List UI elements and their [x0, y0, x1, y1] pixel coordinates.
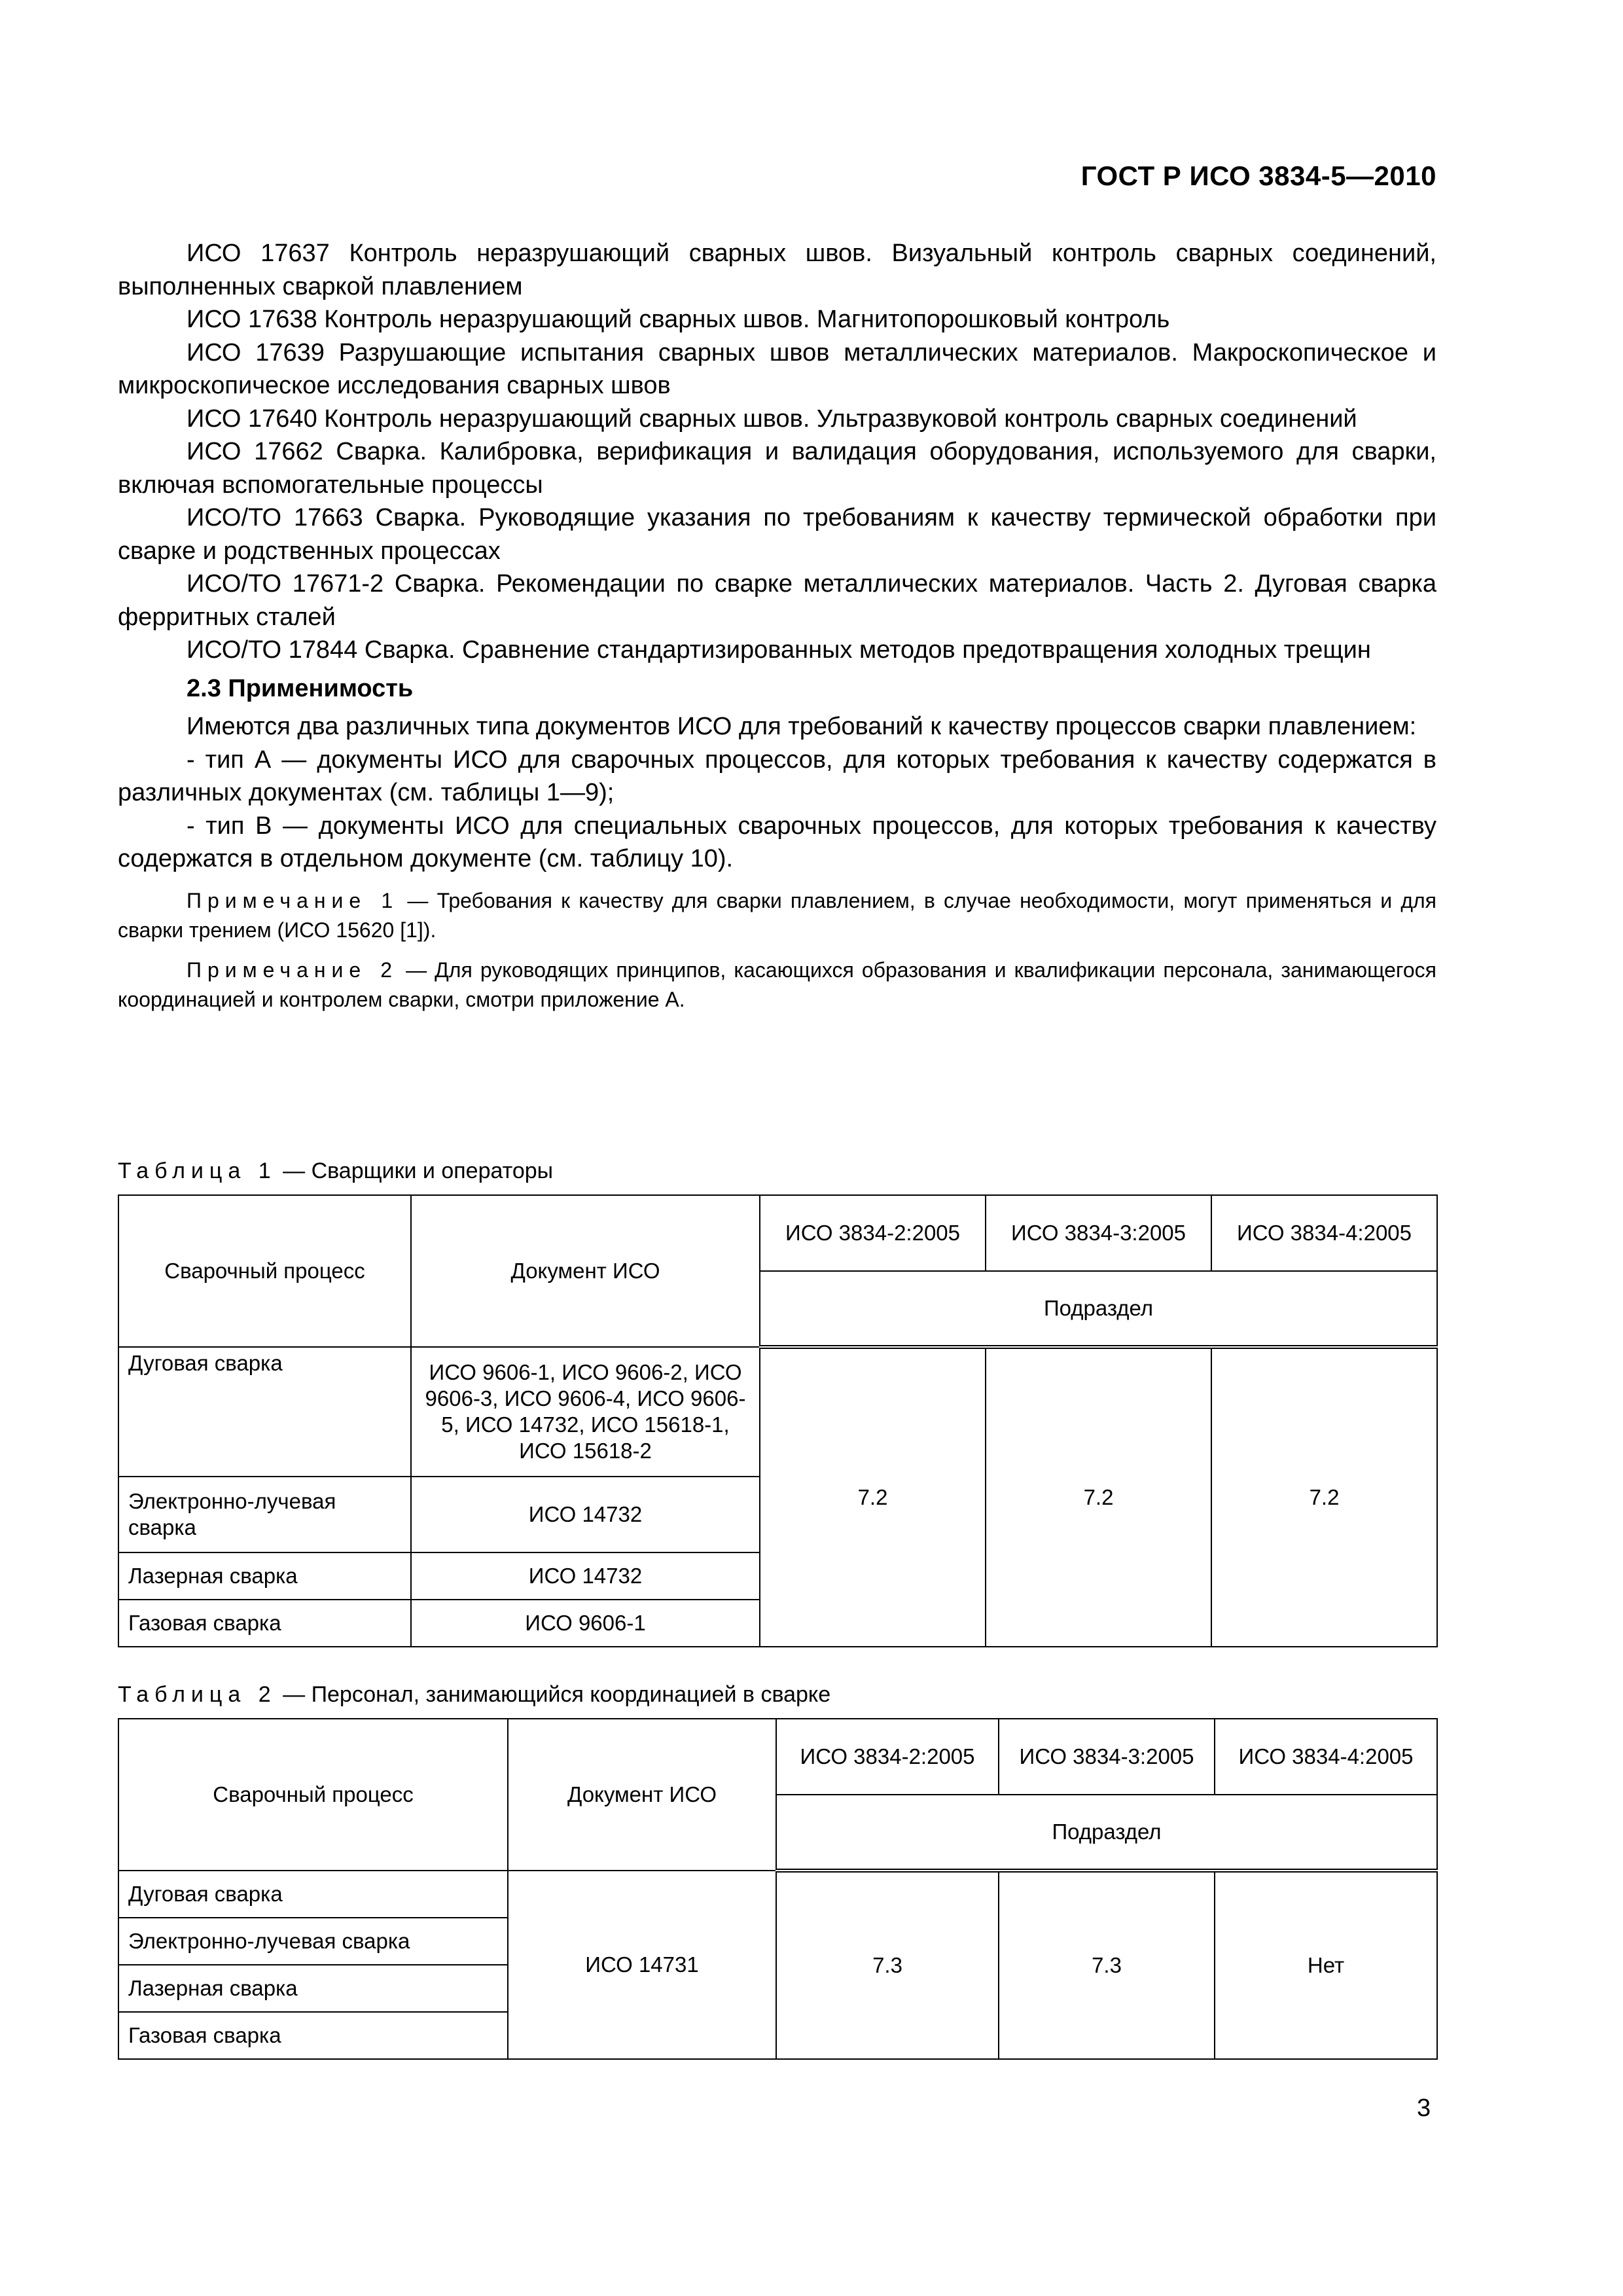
header-std: ИСО 3834-2:2005 [776, 1719, 999, 1795]
value-cell: 7.2 [760, 1347, 986, 1647]
header-std: ИСО 3834-4:2005 [1211, 1195, 1437, 1271]
header-document: Документ ИСО [411, 1195, 760, 1347]
value-cell: 7.2 [986, 1347, 1211, 1647]
process-cell: Электронно-лучевая сварка [118, 1918, 508, 1965]
value-cell: 7.3 [999, 1871, 1215, 2059]
table-row [118, 1871, 1437, 1918]
process-cell: Газовая сварка [118, 1600, 411, 1647]
table-row [118, 1347, 1437, 1477]
table-label: Таблица 2 [118, 1682, 277, 1707]
table-title: — Персонал, занимающийся координацией в сварке [276, 1682, 831, 1707]
document-cell: ИСО 14732 [411, 1552, 760, 1600]
header-std: ИСО 3834-4:2005 [1215, 1719, 1437, 1795]
header-subsection: Подраздел [760, 1271, 1437, 1347]
reference-item: ИСО/ТО 17671-2 Сварка. Рекомендации по сварке металлических материалов. Часть 2. Дуговая сварка ферритных сталей [118, 570, 1436, 631]
reference-item: ИСО 17638 Контроль неразрушающий сварных швов. Магнитопорошковый контроль [187, 306, 1170, 333]
document-cell: ИСО 14732 [411, 1477, 760, 1552]
process-cell: Лазерная сварка [118, 1965, 508, 2012]
note-text: — Требования к качеству для сварки плавлением, в случае необходимости, могут применяться и для сварки трением (ИСО 15620 [1]). [118, 888, 1437, 942]
value-cell: Нет [1215, 1871, 1437, 2059]
process-cell: Газовая сварка [118, 2012, 508, 2059]
value-cell: 7.2 [1211, 1347, 1437, 1647]
note-label: Примечание 2 [187, 958, 399, 982]
document-cell: ИСО 14731 [508, 1871, 776, 2059]
type-b-item: - тип В — документы ИСО для специальных сварочных процессов, для которых требования к качеству содержатся в отдельном документе (см. таблицу 10). [118, 812, 1436, 872]
process-cell: Дуговая сварка [118, 1347, 411, 1477]
note-2 [118, 956, 1436, 1014]
table2 [118, 1718, 1438, 2060]
header-subsection: Подраздел [776, 1795, 1437, 1871]
reference-item: ИСО 17639 Разрушающие испытания сварных швов металлических материалов. Макроскопическое и микроскопическое исследования сварных швов [118, 338, 1436, 399]
process-cell: Электронно-лучевая сварка [118, 1477, 411, 1552]
table1 [118, 1194, 1438, 1647]
document-cell: ИСО 9606-1, ИСО 9606-2, ИСО 9606-3, ИСО 9606-4, ИСО 9606-5, ИСО 14732, ИСО 15618-1, ИСО 15618-2 [411, 1347, 760, 1477]
process-cell: Дуговая сварка [118, 1871, 508, 1918]
process-cell: Лазерная сварка [118, 1552, 411, 1600]
header-std: ИСО 3834-2:2005 [760, 1195, 986, 1271]
note-1 [118, 886, 1436, 945]
reference-item: ИСО/ТО 17663 Сварка. Руководящие указания по требованиям к качеству термической обработки при сварке и родственных процессах [118, 504, 1436, 565]
reference-item: ИСО 17662 Сварка. Калибровка, верификация и валидация оборудования, используемого для сварки, включая вспомогательные процессы [118, 438, 1436, 499]
table2-caption [118, 1682, 830, 1708]
page-number: 3 [1417, 2094, 1431, 2122]
reference-item: ИСО 17640 Контроль неразрушающий сварных швов. Ультразвуковой контроль сварных соединений [187, 404, 1357, 433]
table-title: — Сварщики и операторы [276, 1158, 554, 1183]
table-label: Таблица 1 [118, 1158, 277, 1183]
reference-item: ИСО 17637 Контроль неразрушающий сварных швов. Визуальный контроль сварных соединений, выполненных сваркой плавлением [118, 240, 1436, 300]
section-heading: 2.3 Применимость [187, 674, 414, 702]
header-process: Сварочный процесс [118, 1195, 411, 1347]
header-std: ИСО 3834-3:2005 [999, 1719, 1215, 1795]
type-a-item: - тип А — документы ИСО для сварочных процессов, для которых требования к качеству содержатся в различных документах (см. таблицы 1—9); [118, 745, 1436, 806]
header-std: ИСО 3834-3:2005 [986, 1195, 1211, 1271]
document-header: ГОСТ Р ИСО 3834-5—2010 [1080, 160, 1436, 191]
section-intro: Имеются два различных типа документов ИСО для требований к качеству процессов сварки плавлением: [187, 713, 1417, 740]
header-process: Сварочный процесс [118, 1719, 508, 1871]
document-body [118, 237, 1436, 1014]
document-cell: ИСО 9606-1 [411, 1600, 760, 1647]
note-text: — Для руководящих принципов, касающихся образования и квалификации персонала, занимающегося координацией и контролем сварки, смотри приложение А. [118, 958, 1437, 1011]
reference-item: ИСО/ТО 17844 Сварка. Сравнение стандартизированных методов предотвращения холодных трещин [187, 636, 1371, 664]
note-label: Примечание 1 [187, 888, 399, 912]
table1-caption [118, 1158, 553, 1184]
header-document: Документ ИСО [508, 1719, 776, 1871]
value-cell: 7.3 [776, 1871, 999, 2059]
